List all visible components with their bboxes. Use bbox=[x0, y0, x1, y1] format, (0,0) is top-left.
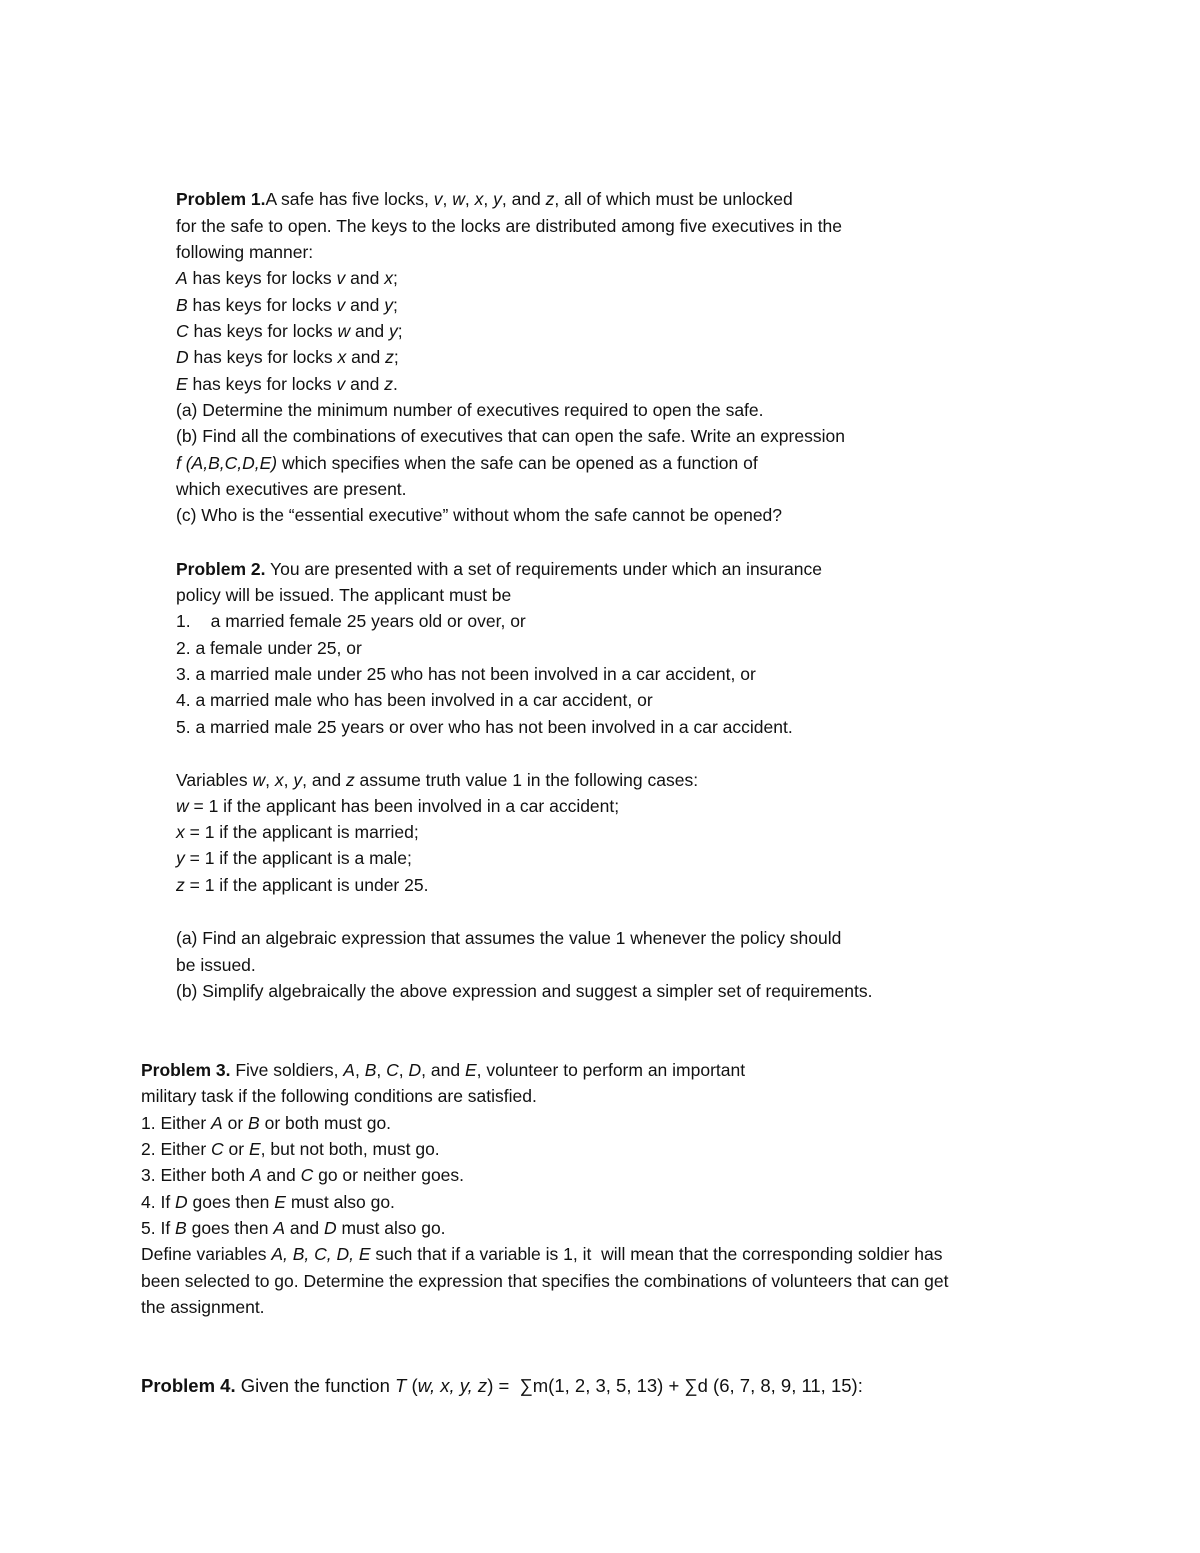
text: and bbox=[345, 268, 385, 288]
text: , bbox=[398, 1060, 409, 1080]
exec: A bbox=[176, 268, 188, 288]
text: ; bbox=[393, 347, 399, 367]
var: z bbox=[545, 189, 555, 209]
text: has keys for locks bbox=[187, 295, 337, 315]
text: goes then bbox=[186, 1218, 274, 1238]
text: , bbox=[354, 1060, 365, 1080]
text: has keys for locks bbox=[187, 268, 337, 288]
var: x bbox=[474, 189, 484, 209]
text: has keys for locks bbox=[187, 374, 337, 394]
text: assume truth value 1 in the following cases: bbox=[354, 770, 699, 790]
text: , and bbox=[421, 1060, 465, 1080]
var: x bbox=[176, 822, 185, 842]
lock: z bbox=[384, 374, 393, 394]
text: which specifies when the safe can be opened as a function of bbox=[277, 453, 758, 473]
text: Five soldiers, bbox=[230, 1060, 344, 1080]
text: , bbox=[442, 189, 453, 209]
problem4-heading: Problem 4. bbox=[141, 1375, 236, 1396]
problem1-question-a: (a) Determine the minimum number of executives required to open the safe. bbox=[176, 400, 764, 420]
problem1-question-b: (b) Find all the combinations of executives that can open the safe. Write an expression bbox=[176, 426, 845, 446]
problem2-question-b: (b) Simplify algebraically the above expression and suggest a simpler set of requirements. bbox=[176, 981, 873, 1001]
var: A bbox=[273, 1218, 286, 1238]
text: = 1 if the applicant is married; bbox=[184, 822, 419, 842]
text: 1. Either bbox=[141, 1113, 212, 1133]
problem3-cond4 bbox=[141, 1189, 395, 1215]
text: must also go. bbox=[336, 1218, 446, 1238]
list-number: 1. bbox=[176, 611, 191, 631]
text: = 1 if the applicant is under 25. bbox=[184, 875, 429, 895]
var: w bbox=[252, 770, 266, 790]
exec: B bbox=[176, 295, 188, 315]
lock: x bbox=[337, 347, 347, 367]
var: B bbox=[175, 1218, 187, 1238]
problem3-define-line3: the assignment. bbox=[141, 1297, 265, 1317]
text: . bbox=[392, 374, 398, 394]
var: y bbox=[176, 848, 185, 868]
var: D bbox=[408, 1060, 422, 1080]
text: 3. Either both bbox=[141, 1165, 250, 1185]
problem1-question-b-line3: which executives are present. bbox=[176, 479, 407, 499]
problem3-cond5 bbox=[141, 1215, 446, 1241]
text: and bbox=[285, 1218, 324, 1238]
text: , and bbox=[501, 189, 546, 209]
function-expression: f (A,B,C,D,E) bbox=[176, 453, 278, 473]
problem1-key-b bbox=[176, 292, 398, 318]
lock: v bbox=[336, 295, 346, 315]
problem1-key-a bbox=[176, 265, 398, 291]
problem2-req3: 3. a married male under 25 who has not been involved in a car accident, or bbox=[176, 664, 756, 684]
text: and bbox=[261, 1165, 301, 1185]
var: y bbox=[293, 770, 303, 790]
problem2-line1 bbox=[176, 556, 822, 582]
text: 4. If bbox=[141, 1192, 176, 1212]
text: 5. If bbox=[141, 1218, 176, 1238]
problem2-req5: 5. a married male 25 years or over who has not been involved in a car accident. bbox=[176, 717, 793, 737]
var: v bbox=[433, 189, 443, 209]
text: ; bbox=[392, 295, 398, 315]
problem2-def-x bbox=[176, 819, 419, 845]
problem2-req4: 4. a married male who has been involved in a car accident, or bbox=[176, 690, 653, 710]
problem1-key-d bbox=[176, 344, 399, 370]
function-args: w, x, y, z bbox=[417, 1375, 488, 1396]
problem3-define bbox=[141, 1241, 943, 1267]
var: y bbox=[493, 189, 502, 209]
problem1-line3: following manner: bbox=[176, 242, 314, 262]
text: a married female 25 years old or over, or bbox=[210, 611, 526, 631]
text: , bbox=[376, 1060, 387, 1080]
problem2-req2: 2. a female under 25, or bbox=[176, 638, 362, 658]
text: and bbox=[346, 347, 386, 367]
problem1-question-c: (c) Who is the “essential executive” without whom the safe cannot be opened? bbox=[176, 505, 783, 525]
lock: v bbox=[336, 268, 346, 288]
problem1-line2: for the safe to open. The keys to the locks are distributed among five executives in the bbox=[176, 216, 843, 236]
lock: z bbox=[385, 347, 394, 367]
text: , bbox=[283, 770, 294, 790]
problem2-def-w bbox=[176, 793, 619, 819]
var: w bbox=[176, 796, 189, 816]
problem1-key-e bbox=[176, 371, 398, 397]
function-name: T bbox=[395, 1375, 407, 1396]
text: Define variables bbox=[141, 1244, 272, 1264]
var: w bbox=[452, 189, 465, 209]
text: Variables bbox=[176, 770, 253, 790]
text: Given the function bbox=[235, 1375, 395, 1396]
problem2-question-a-line2: be issued. bbox=[176, 955, 256, 975]
text: goes then bbox=[187, 1192, 275, 1212]
problem3-line2: military task if the following conditions are satisfied. bbox=[141, 1086, 537, 1106]
var: C bbox=[300, 1165, 314, 1185]
var: E bbox=[274, 1192, 286, 1212]
lock: y bbox=[384, 295, 393, 315]
problem2-req1 bbox=[176, 608, 526, 634]
text: or bbox=[222, 1113, 249, 1133]
var: C bbox=[386, 1060, 399, 1080]
text: go or neither goes. bbox=[313, 1165, 465, 1185]
text: ( bbox=[406, 1375, 418, 1396]
var: z bbox=[345, 770, 355, 790]
text: , and bbox=[302, 770, 346, 790]
exec: D bbox=[176, 347, 189, 367]
text: ; bbox=[397, 321, 403, 341]
var: z bbox=[176, 875, 185, 895]
exec: E bbox=[176, 374, 188, 394]
lock: w bbox=[337, 321, 351, 341]
text: You are presented with a set of requirements under which an insurance bbox=[265, 559, 822, 579]
problem2-variables bbox=[176, 767, 698, 793]
text: ) = ∑m(1, 2, 3, 5, 13) + ∑d (6, 7, 8, 9, 11, 15): bbox=[487, 1375, 863, 1396]
text: and bbox=[350, 321, 390, 341]
text: and bbox=[345, 374, 385, 394]
problem2-def-y bbox=[176, 845, 412, 871]
text: has keys for locks bbox=[188, 347, 338, 367]
problem3-heading: Problem 3. bbox=[141, 1060, 231, 1080]
text: , bbox=[464, 189, 475, 209]
problem3-line1 bbox=[141, 1057, 745, 1083]
var: A bbox=[249, 1165, 262, 1185]
problem3-cond2 bbox=[141, 1136, 440, 1162]
var-list: A, B, C, D, E bbox=[271, 1244, 371, 1264]
text: and bbox=[345, 295, 385, 315]
problem1-question-b-line2 bbox=[176, 450, 758, 476]
exec: C bbox=[176, 321, 189, 341]
var: A bbox=[343, 1060, 355, 1080]
problem1-key-c bbox=[176, 318, 403, 344]
var: B bbox=[248, 1113, 260, 1133]
text: , bbox=[265, 770, 275, 790]
problem3-cond3 bbox=[141, 1162, 464, 1188]
var: x bbox=[274, 770, 284, 790]
var: C bbox=[211, 1139, 224, 1159]
var: D bbox=[175, 1192, 188, 1212]
text: or bbox=[223, 1139, 249, 1159]
text: , bbox=[483, 189, 494, 209]
text: ; bbox=[392, 268, 398, 288]
lock: x bbox=[384, 268, 393, 288]
problem2-def-z bbox=[176, 872, 428, 898]
text: has keys for locks bbox=[188, 321, 338, 341]
problem1-line1 bbox=[176, 186, 793, 212]
var: E bbox=[464, 1060, 477, 1080]
text: must also go. bbox=[285, 1192, 395, 1212]
problem3-define-line2: been selected to go. Determine the expression that specifies the combinations of volunteers that can get bbox=[141, 1271, 949, 1291]
problem4-line1 bbox=[141, 1373, 863, 1399]
problem3-cond1 bbox=[141, 1110, 391, 1136]
text: , all of which must be unlocked bbox=[554, 189, 793, 209]
text: , volunteer to perform an important bbox=[476, 1060, 746, 1080]
text: , but not both, must go. bbox=[260, 1139, 440, 1159]
var: E bbox=[248, 1139, 261, 1159]
text: 2. Either bbox=[141, 1139, 212, 1159]
lock: v bbox=[336, 374, 346, 394]
var: A bbox=[211, 1113, 223, 1133]
problem2-line2: policy will be issued. The applicant must be bbox=[176, 585, 512, 605]
lock: y bbox=[389, 321, 398, 341]
text: = 1 if the applicant has been involved in a car accident; bbox=[188, 796, 620, 816]
var: D bbox=[323, 1218, 337, 1238]
text: = 1 if the applicant is a male; bbox=[184, 848, 412, 868]
text: such that if a variable is 1, it will mean that the corresponding soldier has bbox=[370, 1244, 943, 1264]
problem2-heading: Problem 2. bbox=[176, 559, 266, 579]
text: or both must go. bbox=[259, 1113, 392, 1133]
var: B bbox=[364, 1060, 377, 1080]
problem2-question-a: (a) Find an algebraic expression that assumes the value 1 whenever the policy should bbox=[176, 928, 842, 948]
problem1-heading: Problem 1. bbox=[176, 189, 266, 209]
text: A safe has five locks, bbox=[265, 189, 434, 209]
